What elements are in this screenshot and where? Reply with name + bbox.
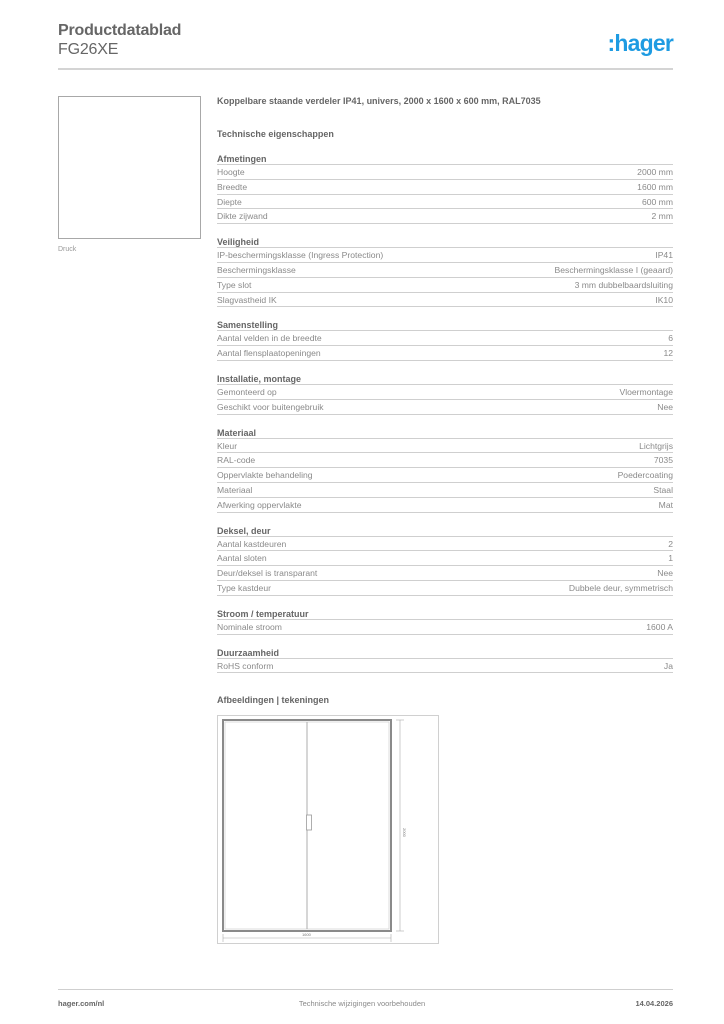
spec-section bbox=[217, 373, 673, 415]
spec-value: 600 mm bbox=[641, 196, 673, 207]
spec-value: 2 mm bbox=[651, 211, 673, 222]
technical-properties-heading: Technische eigenschappen bbox=[217, 129, 334, 139]
spec-label: Aantal kastdeuren bbox=[217, 538, 287, 549]
spec-label: Aantal flensplaatopeningen bbox=[217, 348, 321, 359]
spec-row bbox=[217, 195, 673, 210]
spec-label: Dikte zijwand bbox=[217, 211, 268, 222]
spec-value: Nee bbox=[657, 401, 673, 412]
spec-label: Oppervlakte behandeling bbox=[217, 470, 313, 481]
spec-row bbox=[217, 483, 673, 498]
spec-row bbox=[217, 346, 673, 361]
spec-label: Kleur bbox=[217, 440, 238, 451]
section-title: Materiaal bbox=[217, 427, 673, 439]
spec-value: 12 bbox=[663, 348, 673, 359]
hager-logo: :hager bbox=[607, 30, 673, 56]
spec-label: Slagvastheid IK bbox=[217, 294, 277, 305]
spec-row bbox=[217, 165, 673, 180]
product-image-placeholder bbox=[58, 96, 201, 239]
spec-value: IK10 bbox=[655, 294, 673, 305]
drawings-heading: Afbeeldingen | tekeningen bbox=[217, 695, 330, 705]
spec-value: Vloermontage bbox=[619, 386, 673, 397]
spec-row bbox=[217, 498, 673, 513]
product-specs bbox=[217, 96, 673, 673]
spec-value: 1 bbox=[668, 553, 673, 564]
footer-divider bbox=[58, 989, 673, 990]
spec-section bbox=[217, 153, 673, 224]
spec-section bbox=[217, 427, 673, 513]
spec-row bbox=[217, 453, 673, 468]
header-divider bbox=[58, 68, 673, 70]
spec-label: Materiaal bbox=[217, 484, 253, 495]
spec-value: Nee bbox=[657, 568, 673, 579]
spec-value: Staal bbox=[653, 484, 673, 495]
spec-label: Aantal velden in de breedte bbox=[217, 333, 322, 344]
spec-value: 1600 A bbox=[646, 621, 673, 632]
spec-row bbox=[217, 331, 673, 346]
spec-label: Afwerking oppervlakte bbox=[217, 499, 302, 510]
section-title: Deksel, deur bbox=[217, 525, 673, 537]
product-code: FG26XE bbox=[58, 41, 119, 58]
spec-sections bbox=[217, 153, 673, 673]
spec-row bbox=[217, 278, 673, 293]
spec-row bbox=[217, 248, 673, 263]
spec-label: Type kastdeur bbox=[217, 582, 271, 593]
spec-row bbox=[217, 180, 673, 195]
spec-value: 7035 bbox=[653, 455, 673, 466]
spec-section bbox=[217, 608, 673, 635]
section-title: Afmetingen bbox=[217, 153, 673, 165]
spec-label: IP-beschermingsklasse (Ingress Protection) bbox=[217, 250, 384, 261]
spec-label: Hoogte bbox=[217, 167, 245, 177]
spec-value: Poedercoating bbox=[617, 470, 673, 481]
spec-section bbox=[217, 525, 673, 596]
spec-label: Type slot bbox=[217, 279, 252, 290]
spec-label: Gemonteerd op bbox=[217, 386, 277, 397]
spec-value: 1600 mm bbox=[637, 181, 673, 192]
product-title: Koppelbare staande verdeler IP41, univers, 2000 x 1600 x 600 mm, RAL7035 bbox=[217, 96, 541, 106]
footer-website-link[interactable]: hager.com/nl bbox=[58, 999, 105, 1008]
spec-value: IP41 bbox=[655, 250, 673, 261]
spec-section bbox=[217, 319, 673, 361]
spec-value: 2 bbox=[668, 538, 673, 549]
spec-value: Beschermingsklasse I (geaard) bbox=[554, 264, 673, 275]
spec-value: Mat bbox=[658, 499, 673, 510]
spec-label: Aantal sloten bbox=[217, 553, 267, 564]
spec-label: RAL-code bbox=[217, 455, 256, 466]
section-title: Installatie, montage bbox=[217, 373, 673, 385]
spec-row bbox=[217, 659, 673, 674]
cabinet-front-drawing-icon bbox=[218, 716, 440, 945]
section-title: Stroom / temperatuur bbox=[217, 608, 673, 620]
spec-section bbox=[217, 647, 673, 674]
spec-label: Diepte bbox=[217, 196, 242, 207]
spec-row bbox=[217, 468, 673, 483]
svg-text:1600: 1600 bbox=[302, 932, 311, 937]
spec-label: RoHS conform bbox=[217, 660, 274, 671]
spec-row bbox=[217, 209, 673, 224]
spec-row bbox=[217, 537, 673, 552]
footer-date: 14.04.2026 bbox=[635, 999, 673, 1008]
spec-row bbox=[217, 581, 673, 596]
spec-row bbox=[217, 400, 673, 415]
spec-row bbox=[217, 293, 673, 308]
spec-label: Nominale stroom bbox=[217, 621, 282, 632]
spec-section bbox=[217, 236, 673, 307]
spec-value: Ja bbox=[663, 660, 673, 671]
spec-label: Beschermingsklasse bbox=[217, 264, 296, 275]
spec-row bbox=[217, 551, 673, 566]
spec-label: Deur/deksel is transparant bbox=[217, 568, 318, 579]
document-type: Productdatablad bbox=[58, 22, 182, 39]
section-title: Samenstelling bbox=[217, 319, 673, 331]
spec-value: 2000 mm bbox=[637, 167, 673, 177]
spec-value: Dubbele deur, symmetrisch bbox=[568, 582, 673, 593]
section-title: Duurzaamheid bbox=[217, 647, 673, 659]
page-header bbox=[58, 22, 673, 70]
spec-value: Lichtgrijs bbox=[639, 440, 673, 451]
spec-row bbox=[217, 385, 673, 400]
product-image-caption: Druck bbox=[58, 246, 77, 253]
spec-row bbox=[217, 566, 673, 581]
spec-row bbox=[217, 439, 673, 454]
footer-disclaimer: Technische wijzigingen voorbehouden bbox=[298, 999, 426, 1008]
svg-text:2000: 2000 bbox=[402, 828, 407, 837]
spec-value: 3 mm dubbelbaardsluiting bbox=[574, 279, 673, 290]
spec-label: Breedte bbox=[217, 181, 248, 192]
spec-label: Geschikt voor buitengebruik bbox=[217, 401, 324, 412]
spec-row bbox=[217, 263, 673, 278]
section-title: Veiligheid bbox=[217, 236, 673, 248]
technical-drawing bbox=[217, 715, 439, 944]
spec-row bbox=[217, 620, 673, 635]
spec-value: 6 bbox=[668, 333, 673, 344]
